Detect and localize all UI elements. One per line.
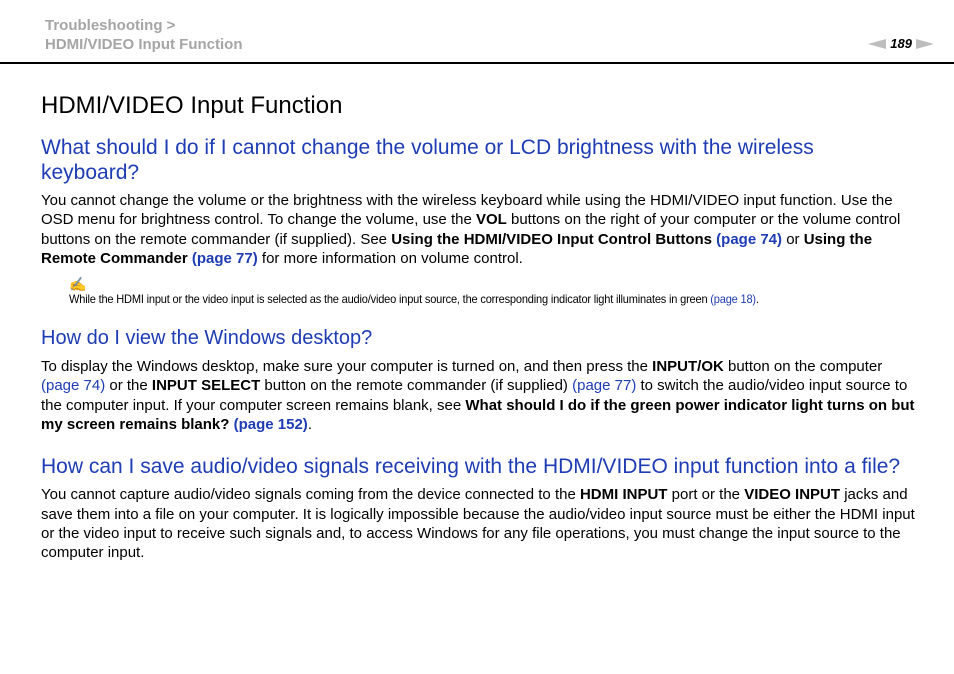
note-pencil-icon: ✍ bbox=[69, 276, 87, 293]
note-body: While the HDMI input or the video input is selected as the audio/video input source, the corresponding indicator light illuminates in green bbox=[69, 292, 711, 307]
note-end: . bbox=[755, 292, 759, 307]
page-link[interactable]: (page 18) bbox=[710, 292, 756, 307]
section-heading-save-signals: How can I save audio/video signals receiving with the HDMI/VIDEO input function into a file? bbox=[41, 455, 901, 479]
bold-term: HDMI INPUT bbox=[579, 486, 668, 504]
section-heading-desktop: How do I view the Windows desktop? bbox=[41, 327, 373, 350]
body-text: or bbox=[782, 230, 804, 248]
section-body-save-signals bbox=[41, 485, 916, 562]
section-heading-volume: What should I do if I cannot change the volume or LCD brightness with the wireless keyboard? bbox=[41, 136, 814, 184]
bold-term: VIDEO INPUT bbox=[744, 486, 841, 504]
page-number: 189 bbox=[890, 36, 912, 51]
page-navigator bbox=[868, 36, 934, 51]
page-content bbox=[41, 90, 916, 563]
bold-term: INPUT/OK bbox=[652, 358, 724, 376]
bold-term: VOL bbox=[475, 211, 507, 229]
body-text: buttons on the right of your computer or the volume control buttons on the remote commander (if supplied). See bbox=[41, 211, 901, 248]
page-title: HDMI/VIDEO Input Function bbox=[41, 92, 343, 119]
page-link[interactable]: (page 74) bbox=[716, 230, 783, 248]
body-text: To display the Windows desktop, make sure your computer is turned on, and then press the bbox=[41, 358, 653, 376]
note-block bbox=[69, 277, 916, 307]
body-text: to switch the audio/video input source to the computer input. If your computer screen remains blank, see bbox=[41, 377, 908, 414]
breadcrumb-current: HDMI/VIDEO Input Function bbox=[45, 36, 243, 53]
page-header bbox=[0, 0, 954, 64]
body-text: button on the computer bbox=[723, 358, 883, 376]
body-text: port or the bbox=[667, 486, 745, 504]
section-body-volume bbox=[41, 191, 916, 268]
bold-term: Using the HDMI/VIDEO Input Control Buttons bbox=[391, 230, 712, 248]
body-text: for more information on volume control. bbox=[257, 249, 523, 267]
page-link[interactable]: (page 77) bbox=[572, 377, 637, 395]
bold-term: Using the Remote Commander bbox=[41, 230, 873, 267]
next-page-arrow-icon[interactable] bbox=[916, 39, 934, 49]
body-text: jacks and save them into a file on your computer. It is logically impossible because the audio/video input source must be either the HDMI input or the video input to receive such signals and, to access Windows for any file operations, you must change the input source to the computer input. bbox=[41, 486, 915, 562]
page-link[interactable]: (page 152) bbox=[233, 416, 308, 434]
header-divider bbox=[0, 62, 954, 64]
page-link[interactable]: (page 77) bbox=[191, 249, 258, 267]
page-link[interactable]: (page 74) bbox=[41, 377, 106, 395]
body-text: You cannot capture audio/video signals coming from the device connected to the bbox=[41, 486, 580, 504]
body-text: . bbox=[307, 416, 312, 434]
previous-page-arrow-icon[interactable] bbox=[868, 39, 886, 49]
body-text: You cannot change the volume or the brightness with the wireless keyboard while using the HDMI/VIDEO input function. Use the OSD menu for brightness control. To change the volume, use the bbox=[41, 192, 893, 229]
body-text: button on the remote commander (if supplied) bbox=[260, 377, 573, 395]
breadcrumb-parent[interactable]: Troubleshooting > bbox=[45, 17, 176, 34]
note-text bbox=[69, 291, 848, 307]
section-body-desktop bbox=[41, 357, 916, 434]
bold-term: What should I do if the green power indicator light turns on but my screen remains blank? bbox=[41, 396, 915, 434]
bold-term: INPUT SELECT bbox=[151, 377, 261, 395]
body-text: or the bbox=[105, 377, 152, 395]
